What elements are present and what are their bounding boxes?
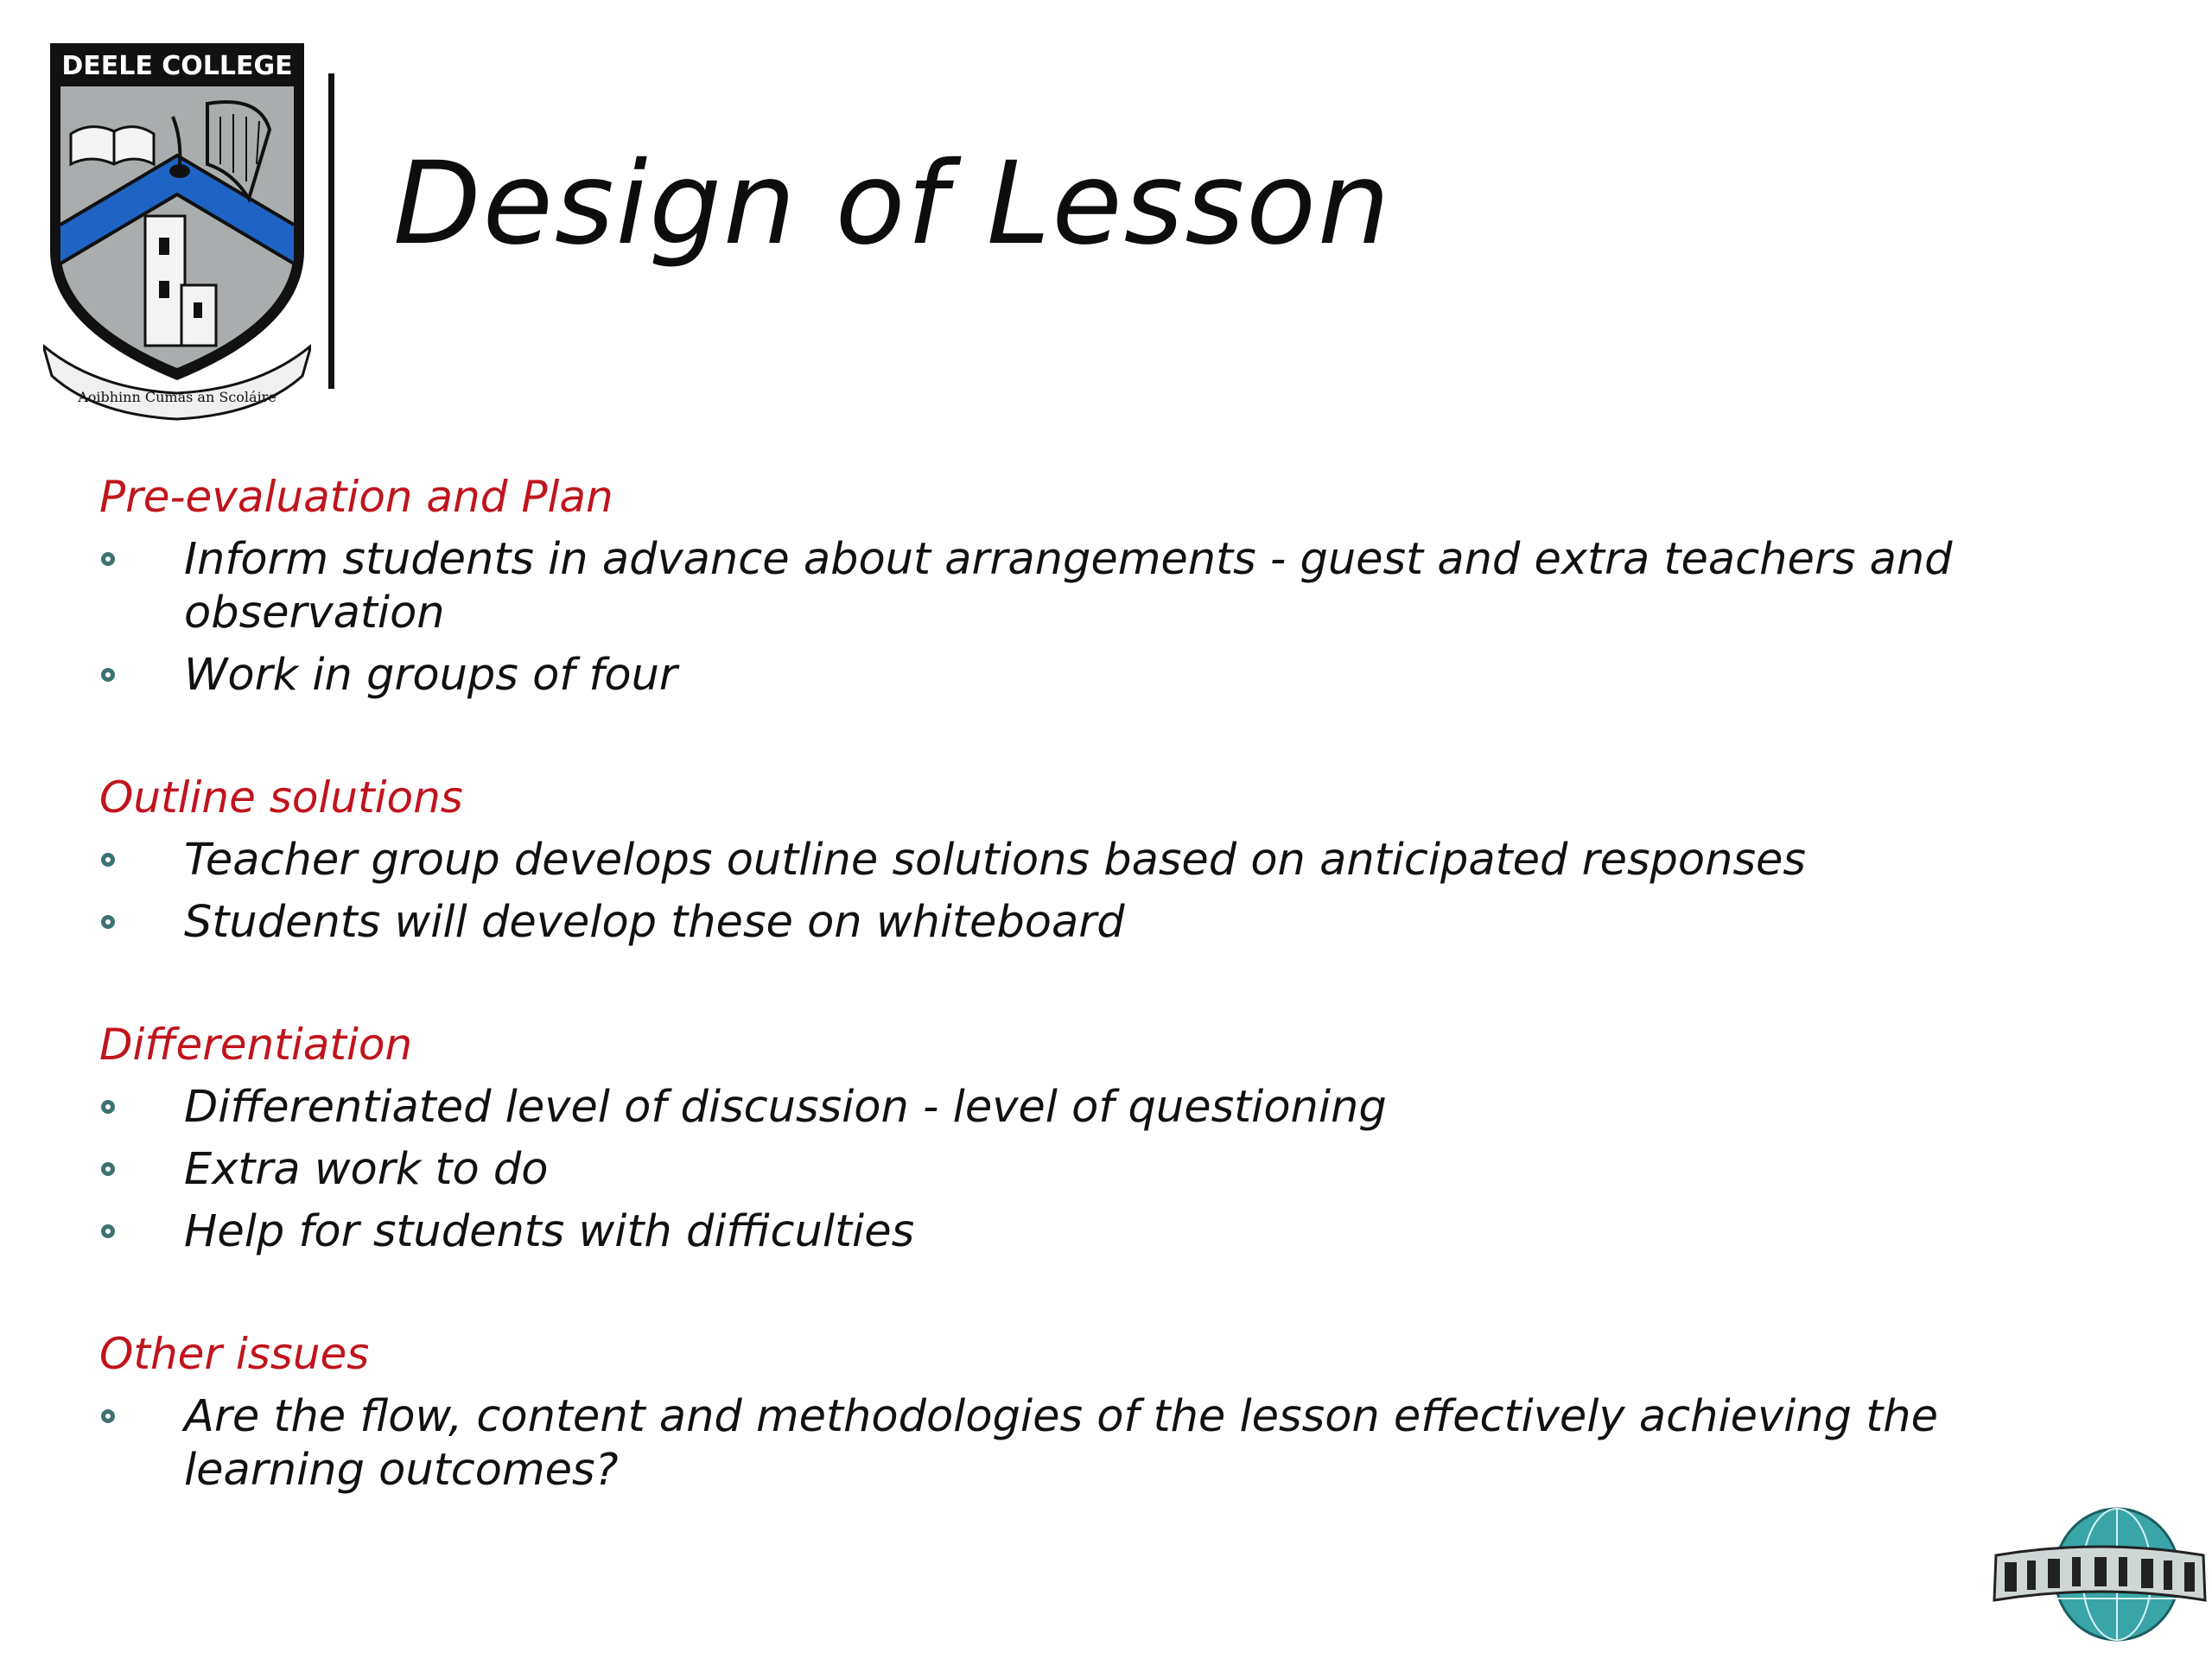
page-title: Design of Lesson — [393, 137, 1392, 270]
list-item-text: Inform students in advance about arrangements - guest and extra teachers and observation — [184, 534, 1953, 639]
list-item — [99, 533, 2121, 640]
bullet-circle-icon — [101, 853, 115, 867]
bullet-circle-icon — [101, 1100, 115, 1114]
crest-motto: Aoibhinn Cumas an Scoláire — [78, 389, 276, 405]
crest-name: DEELE COLLEGE — [61, 51, 293, 81]
section-other-issues — [99, 1319, 2121, 1497]
list-item — [99, 1143, 2121, 1197]
bullet-circle-icon — [101, 1162, 115, 1176]
list-item — [99, 896, 2121, 950]
content-body — [99, 462, 2121, 1558]
section-heading: Pre-evaluation and Plan — [99, 472, 613, 522]
globe-logo — [1979, 1503, 2212, 1650]
bullet-circle-icon — [101, 552, 115, 566]
list-item-text: Extra work to do — [184, 1144, 549, 1195]
list-item-text: Differentiated level of discussion - level of questioning — [184, 1082, 1387, 1133]
bullet-circle-icon — [101, 1409, 115, 1423]
section-outline-solutions — [99, 763, 2121, 950]
list-item-text: Teacher group develops outline solutions based on anticipated responses — [184, 835, 1806, 886]
list-item-text: Students will develop these on whiteboard — [184, 897, 1125, 948]
list-item-text: Work in groups of four — [184, 650, 677, 701]
list-item — [99, 1081, 2121, 1135]
list-item-text: Are the flow, content and methodologies of the lesson effectively achieving the learning outcomes? — [184, 1391, 1938, 1496]
list-item — [99, 1205, 2121, 1259]
section-pre-evaluation — [99, 462, 2121, 702]
section-differentiation — [99, 1010, 2121, 1259]
bullet-circle-icon — [101, 915, 115, 929]
list-item — [99, 649, 2121, 702]
list-item-text: Help for students with difficulties — [184, 1206, 915, 1257]
list-item — [99, 1390, 2121, 1497]
bullet-circle-icon — [101, 1224, 115, 1238]
list-item — [99, 834, 2121, 887]
title-divider — [328, 73, 334, 389]
section-heading: Other issues — [99, 1329, 370, 1379]
school-crest-logo — [43, 35, 311, 423]
section-heading: Outline solutions — [99, 772, 463, 823]
section-heading: Differentiation — [99, 1020, 413, 1070]
bullet-circle-icon — [101, 668, 115, 682]
